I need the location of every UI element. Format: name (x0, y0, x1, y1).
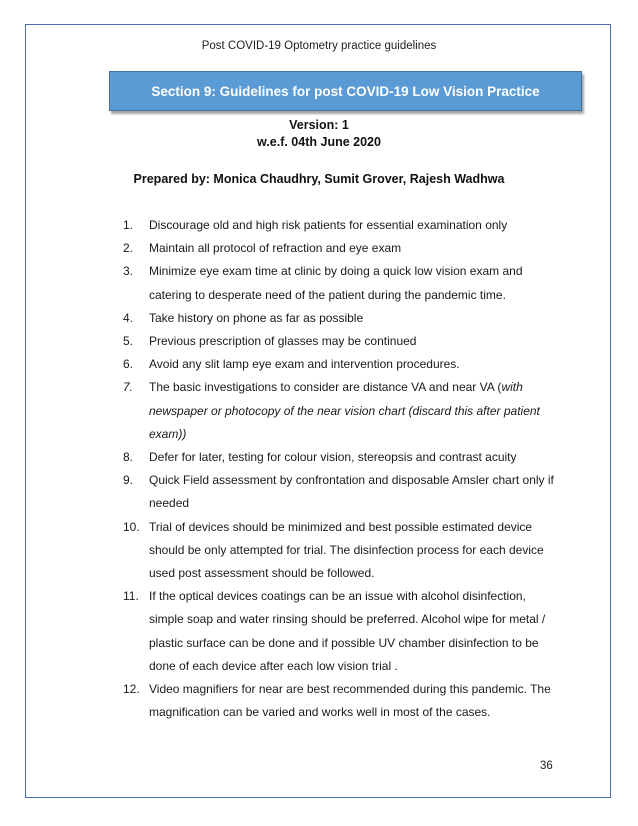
item-number: 1. (123, 218, 134, 232)
item-text: The basic investigations to consider are distance VA and near VA ( (149, 380, 502, 395)
item-text-italic: with newspaper or photocopy of the near vision chart (discard this after patient exam)) (149, 380, 540, 441)
list-item (123, 353, 563, 376)
item-number: 6. (123, 357, 134, 372)
list-item (123, 376, 563, 446)
item-number: 9. (123, 473, 134, 488)
item-text: Take history on phone as far as possible (149, 310, 364, 325)
item-text: Quick Field assessment by confrontation and disposable Amsler chart only if needed (149, 473, 554, 511)
version-label: Version: 1 (289, 118, 349, 132)
prepared-by: Prepared by: Monica Chaudhry, Sumit Grover, Rajesh Wadhwa (133, 172, 505, 186)
list-item (123, 516, 563, 586)
item-number: 11. (123, 589, 139, 604)
list-item (123, 214, 563, 237)
item-text: Defer for later, testing for colour vision, stereopsis and contrast acuity (149, 450, 517, 465)
item-text: Maintain all protocol of refraction and eye exam (149, 241, 402, 256)
item-text: Previous prescription of glasses may be continued (149, 334, 417, 349)
item-number: 12. (123, 682, 140, 697)
item-number: 4. (123, 310, 134, 325)
page-number: 36 (540, 760, 553, 772)
item-number: 10. (123, 519, 140, 534)
item-text: Video magnifiers for near are best recommended during this pandemic. The magnification can be varied and works well in most of the cases. (149, 682, 551, 720)
item-text: Minimize eye exam time at clinic by doing a quick low vision exam and catering to desperate need of the patient during the pandemic time. (149, 264, 523, 302)
item-text: If the optical devices coatings can be an issue with alcohol disinfection, simple soap and water rinsing should be preferred. Alcohol wipe for metal / plastic surface can be done and if possible UV chamber disinfection to be done of each device after each low vision trial . (149, 589, 546, 673)
list-item (123, 469, 563, 515)
section-title-banner (109, 71, 582, 111)
list-item (123, 446, 563, 469)
item-number: 5. (123, 334, 134, 349)
item-text: Discourage old and high risk patients for essential examination only (149, 218, 508, 232)
running-header: Post COVID-19 Optometry practice guidelines (201, 40, 437, 52)
item-number: 7. (123, 380, 134, 395)
item-number: 3. (123, 264, 134, 279)
item-text: Trial of devices should be minimized and best possible estimated device should be only attempted for trial. The disinfection process for each device used post assessment should be followed. (149, 519, 544, 581)
list-item (123, 307, 563, 330)
guideline-list (123, 214, 563, 724)
list-item (123, 237, 563, 260)
list-item (123, 585, 563, 678)
list-item (123, 330, 563, 353)
section-title: Section 9: Guidelines for post COVID-19 Low Vision Practice (151, 83, 540, 99)
item-number: 2. (123, 241, 134, 256)
item-number: 8. (123, 450, 134, 465)
item-text: Avoid any slit lamp eye exam and intervention procedures. (149, 357, 460, 372)
effective-date: w.e.f. 04th June 2020 (257, 135, 381, 149)
list-item (123, 260, 563, 306)
list-item (123, 678, 563, 724)
